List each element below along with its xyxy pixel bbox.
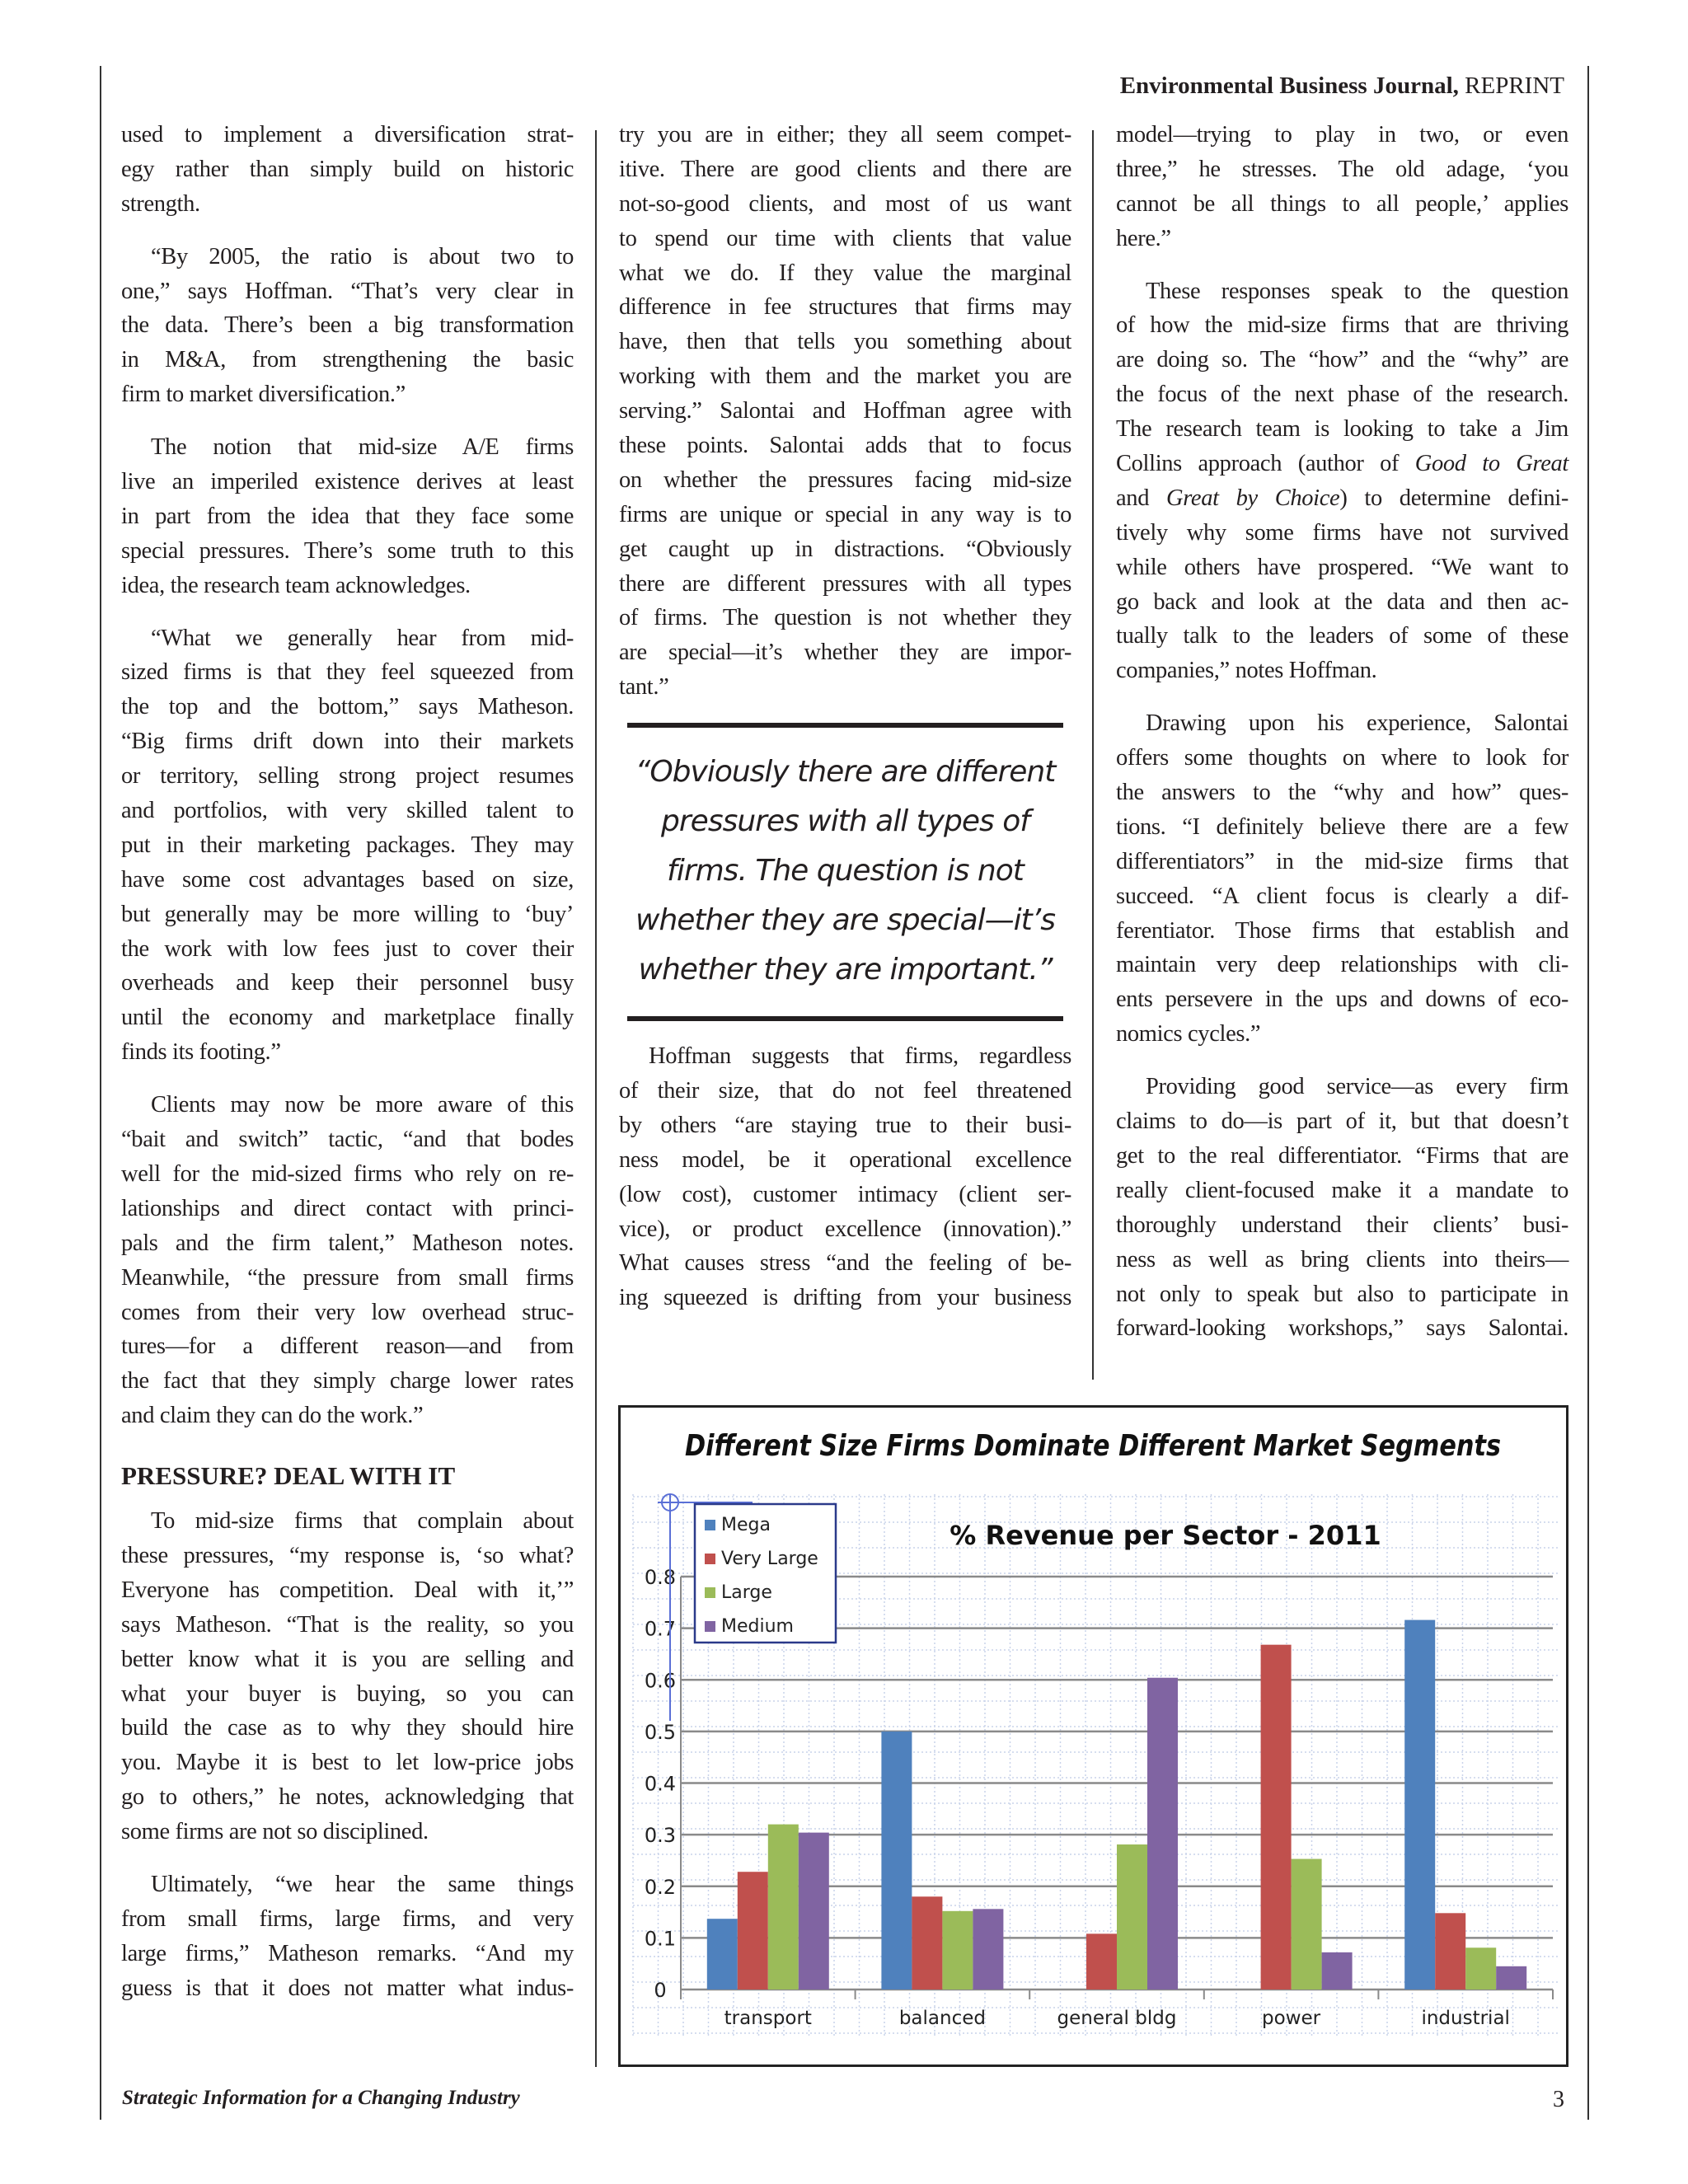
x-tick-label: power: [1262, 2008, 1321, 2029]
pull-quote-line: “Obviously there are different: [635, 755, 1056, 790]
x-tick-label: transport: [724, 2008, 812, 2029]
text-line: here.”: [1116, 225, 1171, 251]
text-line: have some cost advantages based on size,: [121, 866, 574, 893]
journal-name: Environmental Business Journal,: [1119, 73, 1459, 99]
legend-label: Very Large: [721, 1549, 818, 1569]
text-line: go to others,” he notes, acknowledging that: [121, 1784, 574, 1811]
section-heading: PRESSURE? DEAL WITH IT: [121, 1461, 456, 1491]
text-line: the focus of the next phase of the research.: [1116, 382, 1568, 408]
text-line: ents persevere in the ups and downs of eco-: [1116, 987, 1568, 1013]
text-line: have, then that tells you something about: [619, 329, 1071, 355]
text-line: there are different pressures with all types: [619, 570, 1071, 597]
text-line: tions. “I definitely believe there are a few: [1116, 813, 1568, 840]
bar-medium: [973, 1909, 1003, 1990]
text-line: differentiators” in the mid-size firms that: [1116, 848, 1568, 874]
pull-quote-line: firms. The question is not: [667, 854, 1024, 888]
text-line: not only to speak but also to participate in: [1116, 1281, 1568, 1307]
text-line: sized firms is that they feel squeezed from: [121, 659, 574, 686]
bar-very-large: [738, 1872, 768, 1990]
paragraph: [121, 1504, 574, 1849]
running-header: [1120, 73, 1564, 100]
text-line: tant.”: [619, 674, 669, 701]
bar-medium: [1322, 1952, 1353, 1990]
bar-mega: [1404, 1620, 1435, 1990]
bar-large: [1292, 1859, 1322, 1990]
legend-label: Large: [721, 1582, 772, 1603]
text-line: try you are in either; they all seem compet-: [619, 122, 1071, 148]
text-line: really client-focused make it a mandate to: [1116, 1177, 1568, 1203]
legend-label: Medium: [721, 1616, 794, 1637]
bar-medium: [1496, 1966, 1526, 1990]
text-line: Hoffman suggests that firms, regardless: [649, 1043, 1071, 1070]
text-line: says Matheson. “That is the reality, so you: [121, 1611, 574, 1638]
text-line: Ultimately, “we hear the same things: [151, 1871, 574, 1897]
paragraph: [1116, 118, 1568, 256]
article-column-2: [619, 118, 1071, 1333]
text-line: ness model, be it operational excellence: [619, 1146, 1071, 1173]
paragraph: [121, 118, 574, 222]
text-line: to spend our time with clients that value: [619, 225, 1071, 251]
text-line: cannot be all things to all people,’ applies: [1116, 190, 1568, 217]
text-line: but generally may be more willing to ‘buy’: [121, 901, 574, 927]
text-line: three,” he stresses. The old adage, ‘you: [1116, 156, 1568, 182]
text-line: overheads and keep their personnel busy: [121, 970, 574, 996]
bar-very-large: [912, 1896, 942, 1990]
column-rule-1: [595, 130, 597, 2067]
y-tick-label: 0.4: [644, 1772, 677, 1796]
paragraph: [1116, 274, 1568, 689]
page-number: 3: [1553, 2087, 1564, 2112]
legend-swatch: [705, 1520, 715, 1530]
text-line: serving.” Salontai and Hoffman agree with: [619, 398, 1071, 424]
text-line: The notion that mid-size A/E firms: [151, 434, 574, 461]
paragraph: [121, 1868, 574, 2006]
text-segment: ) to determine defini-: [1339, 485, 1569, 511]
x-tick-label: industrial: [1421, 2008, 1510, 2029]
text-line: these pressures, “my response is, ‘so what?: [121, 1542, 574, 1568]
paragraph: [121, 1088, 574, 1433]
text-line: are special—it’s whether they are impor-: [619, 640, 1071, 666]
text-line: thoroughly understand their clients’ busi-: [1116, 1212, 1568, 1238]
text-line: strength.: [121, 190, 200, 217]
text-line: better know what it is you are selling and: [121, 1646, 574, 1672]
y-tick-label: 0.5: [644, 1720, 677, 1744]
text-line: succeed. “A client focus is clearly a dif-: [1116, 883, 1568, 909]
footer-tagline: Strategic Information for a Changing Industry: [122, 2087, 520, 2109]
text-line: what your buyer is buying, so you can: [121, 1680, 574, 1707]
bar-medium: [799, 1833, 829, 1990]
text-line: what we do. If they value the marginal: [619, 260, 1071, 286]
bar-large: [1465, 1947, 1496, 1990]
text-line: nomics cycles.”: [1116, 1021, 1261, 1047]
text-line: of their size, that do not feel threatened: [619, 1078, 1071, 1104]
text-segment: and: [1116, 485, 1167, 511]
text-line: these points. Salontai adds that to focus: [619, 433, 1071, 459]
text-line: Meanwhile, “the pressure from small firms: [121, 1264, 574, 1291]
text-line: in part from the idea that they face some: [121, 503, 574, 529]
bar-chart: [618, 1405, 1568, 2067]
text-line: itive. There are good clients and there are: [619, 156, 1071, 182]
text-segment: Collins approach (author of: [1116, 451, 1415, 477]
chart-canvas: [621, 1408, 1566, 2064]
text-line: companies,” notes Hoffman.: [1116, 658, 1377, 684]
legend-swatch: [705, 1621, 715, 1632]
text-line: in M&A, from strengthening the basic: [121, 347, 574, 373]
text-line: “Big firms drift down into their markets: [121, 729, 574, 755]
text-line: the answers to the “why and how” ques-: [1116, 780, 1568, 806]
text-line: ness as well as bring clients into theirs—: [1116, 1246, 1568, 1272]
article-column-3: [1116, 118, 1568, 1364]
text-line: idea, the research team acknowledges.: [121, 572, 471, 598]
y-tick-label: 0.7: [644, 1617, 677, 1641]
text-line: on whether the pressures facing mid-size: [619, 466, 1071, 493]
text-line: What causes stress “and the feeling of be-: [619, 1250, 1071, 1277]
paragraph: [1116, 706, 1568, 1052]
bar-very-large: [1261, 1645, 1292, 1990]
paragraph: [1116, 1070, 1568, 1346]
book-title: Good to Great: [1414, 451, 1568, 477]
text-line: To mid-size firms that complain about: [151, 1508, 574, 1535]
text-line: you. Maybe it is best to let low-price jobs: [121, 1750, 574, 1776]
legend-swatch: [705, 1587, 715, 1598]
text-line: “bait and switch” tactic, “and that bodes: [121, 1127, 574, 1153]
text-line: “By 2005, the ratio is about two to: [151, 243, 574, 269]
page-right-rule: [1587, 66, 1589, 2120]
text-line: [1116, 447, 1568, 481]
text-line: get caught up in distractions. “Obviously: [619, 536, 1071, 562]
legend-swatch: [705, 1554, 715, 1564]
text-line: get to the real differentiator. “Firms that are: [1116, 1142, 1568, 1169]
text-line: some firms are not so disciplined.: [121, 1819, 429, 1845]
text-line: “What we generally hear from mid-: [151, 625, 574, 651]
paragraph: [619, 1039, 1071, 1315]
text-line: lationships and direct contact with princi-: [121, 1195, 574, 1221]
text-line: tually talk to the leaders of some of these: [1116, 623, 1568, 649]
text-line: offers some thoughts on where to look for: [1116, 745, 1568, 771]
reprint-label: REPRINT: [1465, 73, 1564, 99]
y-tick-label: 0: [654, 1979, 667, 2002]
text-line: one,” says Hoffman. “That’s very clear in: [121, 278, 574, 304]
paragraph: [121, 240, 574, 412]
text-line: put in their marketing packages. They may: [121, 832, 574, 858]
text-line: and claim they can do the work.”: [121, 1403, 424, 1429]
column-rule-2: [1092, 130, 1094, 1380]
text-line: ferentiator. Those firms that establish and: [1116, 917, 1568, 944]
bar-mega: [881, 1732, 912, 1990]
text-line: or territory, selling strong project resumes: [121, 763, 574, 790]
text-line: firm to market diversification.”: [121, 382, 406, 408]
text-line: are doing so. The “how” and the “why” are: [1116, 347, 1568, 373]
text-line: Everyone has competition. Deal with it,’”: [121, 1577, 574, 1603]
pull-quote-line: whether they are special—it’s: [635, 903, 1055, 938]
text-line: (low cost), customer intimacy (client ser-: [619, 1181, 1071, 1207]
article-column-1: [121, 118, 574, 2024]
text-line: by others “are staying true to their busi-: [619, 1112, 1071, 1138]
text-line: vice), or product excellence (innovation).”: [619, 1216, 1071, 1242]
bar-very-large: [1086, 1933, 1117, 1990]
text-line: the data. There’s been a big transformation: [121, 312, 574, 339]
chart-subtitle: % Revenue per Sector - 2011: [950, 1520, 1381, 1551]
pull-quote: [627, 723, 1063, 1021]
text-line: build the case as to why they should hire: [121, 1715, 574, 1741]
text-line: and portfolios, with very skilled talent to: [121, 798, 574, 824]
bar-medium: [1147, 1678, 1178, 1990]
text-line: The research team is looking to take a Jim: [1116, 416, 1568, 443]
x-tick-label: balanced: [898, 2008, 986, 2029]
page-left-rule: [100, 66, 101, 2120]
bar-large: [942, 1911, 973, 1990]
bar-very-large: [1435, 1913, 1465, 1990]
text-line: comes from their very low overhead struc-: [121, 1299, 574, 1325]
book-title: Great by Choice: [1166, 485, 1340, 511]
text-line: guess is that it does not matter what indus-: [121, 1975, 574, 2001]
text-line: live an imperiled existence derives at least: [121, 469, 574, 495]
text-line: firms are unique or special in any way is to: [619, 501, 1071, 527]
paragraph: [121, 430, 574, 602]
text-line: model—trying to play in two, or even: [1116, 122, 1568, 148]
text-line: maintain very deep relationships with cli-: [1116, 952, 1568, 978]
text-line: of how the mid-size firms that are thriving: [1116, 312, 1568, 339]
y-tick-label: 0.6: [644, 1669, 677, 1693]
text-line: Providing good service—as every firm: [1146, 1074, 1568, 1100]
paragraph: [121, 621, 574, 1071]
bar-large: [768, 1825, 799, 1990]
bar-mega: [707, 1919, 738, 1990]
text-line: forward-looking workshops,” says Salontai.: [1116, 1315, 1568, 1342]
y-tick-label: 0.3: [644, 1824, 677, 1848]
text-line: used to implement a diversification strat-: [121, 122, 574, 148]
paragraph: [619, 118, 1071, 705]
bar-large: [1117, 1844, 1147, 1990]
text-line: pals and the firm talent,” Matheson notes.: [121, 1230, 574, 1256]
text-line: the work with low fees just to cover their: [121, 935, 574, 962]
text-line: the top and the bottom,” says Matheson.: [121, 694, 574, 720]
text-line: of firms. The question is not whether they: [619, 605, 1071, 631]
text-line: claims to do—is part of it, but that doesn’t: [1116, 1108, 1568, 1135]
pull-quote-line: pressures with all types of: [661, 804, 1029, 839]
text-line: ing squeezed is drifting from your business: [619, 1285, 1071, 1311]
text-line: [1116, 481, 1568, 516]
text-line: go back and look at the data and then ac-: [1116, 588, 1568, 615]
legend-label: Mega: [721, 1515, 771, 1535]
y-tick-label: 0.8: [644, 1566, 677, 1589]
pull-quote-line: whether they are important.”: [638, 953, 1053, 987]
text-line: finds its footing.”: [121, 1039, 281, 1066]
text-line: not-so-good clients, and most of us want: [619, 190, 1071, 217]
text-line: well for the mid-sized firms who rely on re-: [121, 1160, 574, 1187]
text-line: Drawing upon his experience, Salontai: [1146, 710, 1568, 737]
text-line: until the economy and marketplace finally: [121, 1005, 574, 1031]
text-line: tively why some firms have not survived: [1116, 519, 1568, 546]
text-line: from small firms, large firms, and very: [121, 1905, 574, 1932]
text-line: large firms,” Matheson remarks. “And my: [121, 1940, 574, 1966]
text-line: while others have prospered. “We want to: [1116, 554, 1568, 580]
chart-title: Different Size Firms Dominate Different Market Segments: [685, 1429, 1501, 1463]
y-tick-label: 0.2: [644, 1875, 677, 1899]
text-line: These responses speak to the question: [1146, 278, 1568, 304]
text-line: Clients may now be more aware of this: [151, 1092, 574, 1118]
x-tick-label: general bldg: [1057, 2008, 1177, 2029]
y-tick-label: 0.1: [644, 1927, 677, 1951]
text-line: special pressures. There’s some truth to this: [121, 537, 574, 564]
text-line: tures—for a different reason—and from: [121, 1333, 574, 1360]
text-line: egy rather than simply build on historic: [121, 156, 574, 182]
text-line: difference in fee structures that firms may: [619, 294, 1071, 321]
text-line: the fact that they simply charge lower rates: [121, 1368, 574, 1394]
text-line: working with them and the market you are: [619, 363, 1071, 390]
